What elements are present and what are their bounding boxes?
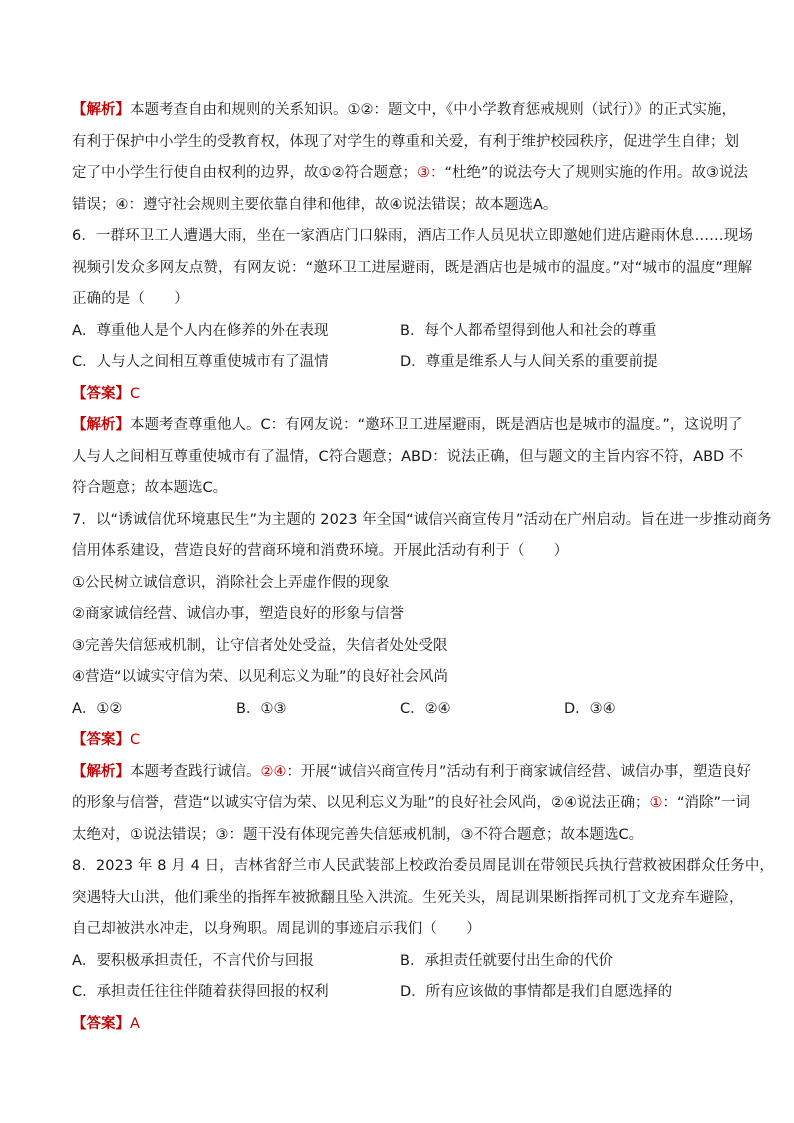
question-stem-line: 6．一群环卫工人遭遇大雨，坐在一家酒店门口躲雨，酒店工作人员见状立即邀她们进店避雨休息……现场	[72, 228, 753, 244]
answer-label: 【答案】	[72, 732, 130, 748]
analysis-line: 的形象与信誉，营造“以诚实守信为荣、以见利忘义为耻”的良好社会风尚，②④说法正确；①：“消除”一词	[72, 795, 751, 811]
answer-line	[72, 379, 728, 411]
option-d: D．所有应该做的事情都是我们自愿选择的	[400, 984, 673, 1000]
analysis-label: 【解析】	[72, 417, 130, 433]
options-row	[72, 347, 728, 379]
question-6	[72, 221, 753, 505]
red-mark: ②④	[260, 763, 287, 780]
options-row	[72, 946, 728, 978]
question-stem-line: 视频引发众多网友点赞，有网友说：“邀环卫工进屋避雨，既是酒店也是城市的温度。”对“城市的温度”理解	[72, 259, 753, 276]
statement-item: ①公民树立诚信意识，消除社会上弄虚作假的现象	[72, 574, 390, 591]
option-a: A．①②	[72, 700, 123, 717]
analysis-line: 符合题意；故本题选C。	[72, 480, 228, 496]
option-c: C．人与人之间相互尊重使城市有了温情	[72, 354, 329, 370]
option-b: B．①③	[236, 700, 287, 717]
red-mark: ③：	[417, 165, 445, 181]
answer-label: 【答案】	[72, 1015, 130, 1032]
question-7	[72, 505, 772, 852]
question-8	[72, 851, 775, 1040]
option-c: C．②④	[400, 700, 451, 717]
analysis-line: 定了中小学生行使自由权利的边界，故①②符合题意；③：“杜绝”的说法夸大了规则实施的作用。故③说法	[72, 165, 749, 181]
q5-analysis	[72, 95, 749, 221]
options-row	[72, 316, 728, 348]
question-stem-line: 7．以“诱诚信优环境惠民生”为主题的 2023 年全国“诚信兴商宣传月”活动在广州启动。旨在进一步推动商务	[72, 511, 772, 528]
option-c: C．承担责任往往伴随着获得回报的权利	[72, 984, 329, 1000]
answer-line	[72, 1009, 728, 1041]
statement-item: ④营造“以诚实守信为荣、以见利忘义为耻”的良好社会风尚	[72, 669, 449, 685]
answer-value: A	[130, 1015, 140, 1032]
answer-value: C	[130, 385, 141, 402]
option-d: D．③④	[564, 700, 616, 717]
analysis-line: 人与人之间相互尊重使城市有了温情，C符合题意；ABD：说法正确，但与题文的主旨内容不符，ABD 不	[72, 448, 744, 465]
analysis-line: 错误；④：遵守社会规则主要依靠自律和他律，故④说法错误；故本题选A。	[72, 196, 558, 213]
option-a: A．要积极承担责任，不言代价与回报	[72, 952, 314, 969]
question-stem-line: 8．2023 年 8 月 4 日，吉林省舒兰市人民武装部上校政治委员周昆训在带领民兵执行营救被困群众任务中，	[72, 858, 775, 874]
question-stem-line: 突遇特大山洪，他们乘坐的指挥车被掀翻且坠入洪流。生死关头，周昆训果断指挥司机丁文龙弃车避险，	[72, 889, 744, 906]
question-stem-line: 自己却被洪水冲走，以身殉职。周昆训的事迹启示我们（ ）	[72, 921, 481, 937]
answer-line	[72, 725, 728, 757]
options-row	[72, 977, 728, 1009]
analysis-line: 有利于保护中小学生的受教育权，体现了对学生的尊重和关爱，有利于维护校园秩序，促进学生自律；划	[72, 133, 739, 150]
option-b: B．每个人都希望得到他人和社会的尊重	[400, 322, 657, 339]
question-stem-line: 正确的是（ ）	[72, 291, 189, 307]
options-row	[72, 694, 728, 726]
red-mark: ①	[649, 795, 663, 811]
document-content	[72, 95, 775, 1040]
statement-item: ②商家诚信经营、诚信办事，塑造良好的形象与信誉	[72, 606, 404, 622]
analysis-line: 【解析】本题考查尊重他人。C：有网友说：“邀环卫工进屋避雨，既是酒店也是城市的温度。”，这说明了	[72, 417, 743, 433]
option-a: A．尊重他人是个人内在修养的外在表现	[72, 322, 329, 339]
analysis-label: 【解析】	[72, 763, 130, 780]
analysis-line: 【解析】本题考查践行诚信。②④：开展“诚信兴商宣传月”活动有利于商家诚信经营、诚信办事，塑造良好	[72, 763, 752, 780]
answer-label: 【答案】	[72, 385, 130, 402]
option-d: D．尊重是维系人与人间关系的重要前提	[400, 354, 658, 370]
question-stem-line: 信用体系建设，营造良好的营商环境和消费环境。开展此活动有利于（ ）	[72, 543, 569, 559]
analysis-line: 太绝对，①说法错误；③：题干没有体现完善失信惩戒机制，③不符合题意；故本题选C。	[72, 826, 644, 843]
analysis-line: 【解析】本题考查自由和规则的关系知识。①②：题文中，《中小学教育惩戒规则（试行）》的正式实施，	[72, 102, 736, 118]
answer-value: C	[130, 732, 141, 748]
option-b: B．承担责任就要付出生命的代价	[400, 952, 613, 969]
analysis-label: 【解析】	[72, 102, 130, 118]
statement-item: ③完善失信惩戒机制，让守信者处处受益，失信者处处受限	[72, 637, 448, 654]
